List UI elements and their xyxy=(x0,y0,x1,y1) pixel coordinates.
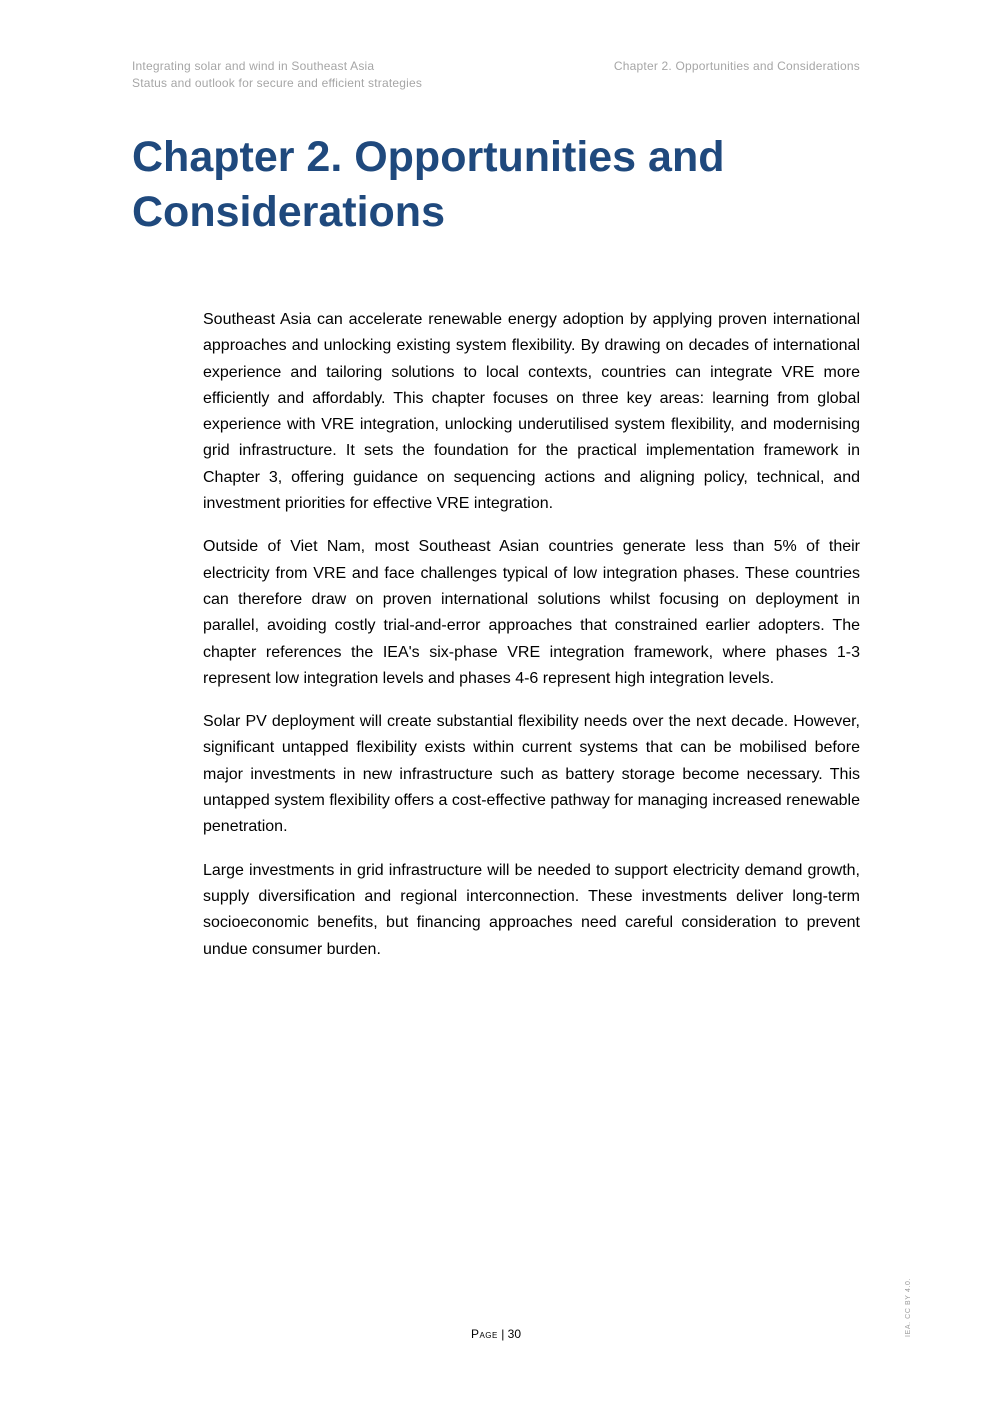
chapter-running-title: Chapter 2. Opportunities and Considerations xyxy=(613,59,860,73)
report-subtitle: Status and outlook for secure and efficient strategies xyxy=(132,76,423,90)
paragraph-2: Outside of Viet Nam, most Southeast Asian countries generate less than 5% of their electricity from VRE and face challenges typical of low integration phases. These countries can therefore draw on proven international solutions whilst focusing on deployment in parallel, avoiding costly trial-and-error approaches that constrained earlier adopters. The chapter references the IEA's six-phase VRE integration framework, where phases 1-3 represent low integration levels and phases 4-6 represent high integration levels. xyxy=(203,538,860,687)
paragraph-3: Solar PV deployment will create substantial flexibility needs over the next decade. However, significant untapped flexibility exists within current systems that can be mobilised before major investments in new infrastructure such as battery storage become necessary. This untapped system flexibility offers a cost-effective pathway for managing increased renewable penetration. xyxy=(203,713,860,836)
chapter-summary xyxy=(203,307,860,980)
report-title: Integrating solar and wind in Southeast Asia xyxy=(132,59,375,73)
page-footer xyxy=(0,1325,992,1343)
chapter-title-line-2: Considerations xyxy=(132,188,445,236)
license-text: IEA. CC BY 4.0. xyxy=(905,1277,912,1337)
paragraph-1: Southeast Asia can accelerate renewable energy adoption by applying proven international approaches and unlocking existing system flexibility. By drawing on decades of international experience and tailoring solutions to local contexts, countries can integrate VRE more efficiently and affordably. This chapter focuses on three key areas: learning from global experience with VRE integration, unlocking underutilised system flexibility, and modernising grid infrastructure. It sets the foundation for the practical implementation framework in Chapter 3, offering guidance on sequencing actions and aligning policy, technical, and investment priorities for effective VRE integration. xyxy=(203,311,860,513)
chapter-title xyxy=(132,130,872,240)
page-separator: | xyxy=(497,1327,508,1341)
chapter-title-line-1: Chapter 2. Opportunities and xyxy=(132,133,725,181)
report-title-block xyxy=(132,58,532,92)
page-label: Page xyxy=(470,1327,498,1341)
paragraph-4: Large investments in grid infrastructure will be needed to support electricity demand growth, supply diversification and regional interconnection. These investments deliver long-term socioeconomic benefits, but financing approaches need careful consideration to prevent undue consumer burden. xyxy=(203,861,860,958)
page-number: 30 xyxy=(507,1327,522,1341)
